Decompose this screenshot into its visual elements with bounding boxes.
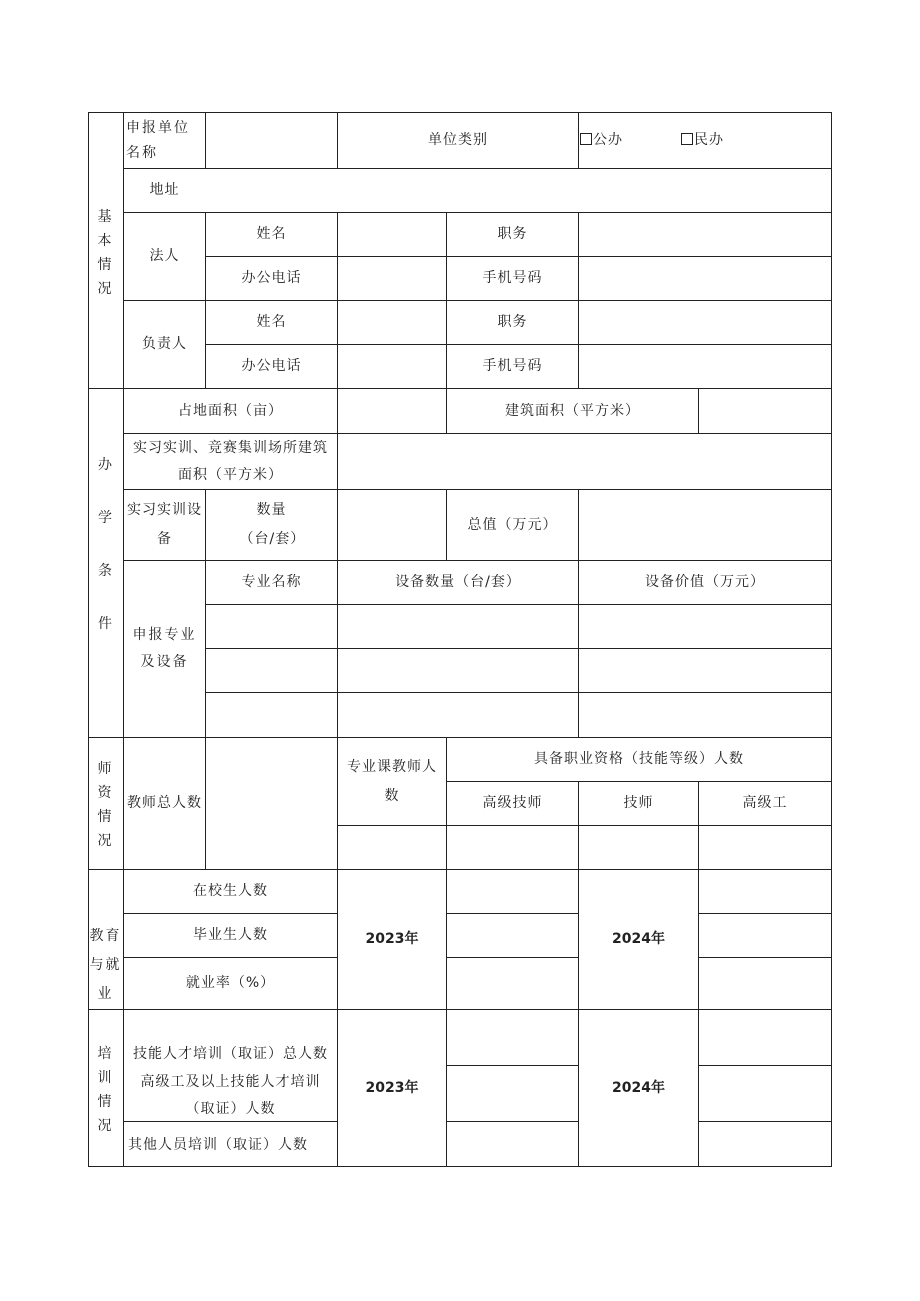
legal-mobile-field[interactable]	[579, 257, 831, 300]
senior-worker-field[interactable]	[699, 826, 831, 869]
option-private[interactable]: 民办	[681, 127, 724, 154]
education-year-2024: 2024年	[612, 931, 665, 947]
training-total-2024-field[interactable]	[699, 1010, 831, 1065]
total-value-field[interactable]	[579, 490, 831, 560]
legal-position-field[interactable]	[579, 213, 831, 256]
charge-name-label: 姓名	[256, 314, 287, 330]
legal-position-label: 职务	[497, 226, 528, 242]
training-total-label: 技能人才培训（取证）总人数	[133, 1045, 328, 1062]
grid-line	[831, 112, 832, 1167]
address-label: 地址	[149, 182, 180, 198]
training-equipment-label: 实习实训设备	[127, 502, 202, 547]
teacher-total-label: 教师总人数	[127, 795, 202, 811]
graduates-label: 毕业生人数	[193, 927, 268, 943]
section-education-label: 教育与就业	[89, 927, 122, 1002]
major-equipment-label: 申报专业及设备	[132, 627, 197, 670]
graduates-2023-field[interactable]	[447, 914, 578, 957]
technician-field[interactable]	[579, 826, 698, 869]
section-training-label: 培训情况	[97, 1046, 114, 1134]
legal-person-label: 法人	[149, 248, 180, 264]
building-area-field[interactable]	[699, 389, 831, 433]
professional-teacher-field[interactable]	[338, 826, 446, 869]
training-other-label: 其他人员培训（取证）人数	[128, 1136, 308, 1153]
technician-header: 技师	[623, 795, 654, 811]
section-teachers-label: 师资情况	[97, 761, 114, 849]
unit-name-label: 申报单位名称	[126, 119, 190, 161]
training-year-2023: 2023年	[365, 1079, 419, 1096]
training-site-area-field[interactable]	[338, 434, 831, 489]
training-senior-2023-field[interactable]	[447, 1066, 578, 1121]
total-value-label: 总值（万元）	[467, 516, 558, 533]
legal-name-field[interactable]	[338, 213, 446, 256]
address-field[interactable]	[206, 169, 831, 212]
training-year-2024: 2024年	[612, 1079, 665, 1096]
charge-mobile-field[interactable]	[579, 345, 831, 388]
employment-rate-2023-field[interactable]	[447, 958, 578, 1009]
equipment-qty-header: 设备数量（台/套）	[395, 574, 521, 590]
training-site-area-label: 实习实训、竞赛集训场所建筑面积（平方米）	[133, 439, 328, 483]
quantity-field[interactable]	[338, 490, 446, 560]
equipment-value-header: 设备价值（万元）	[645, 574, 765, 590]
enrolled-label: 在校生人数	[193, 883, 268, 899]
major-row-2[interactable]	[206, 649, 831, 692]
grid-line	[578, 112, 579, 169]
professional-teacher-label: 专业课教师人数	[347, 758, 437, 804]
enrolled-2023-field[interactable]	[447, 870, 578, 913]
land-area-field[interactable]	[338, 389, 446, 433]
major-row-3[interactable]	[206, 693, 831, 737]
senior-technician-header: 高级技师	[482, 795, 543, 811]
land-area-label: 占地面积（亩）	[178, 402, 283, 419]
training-total-2023-field[interactable]	[447, 1010, 578, 1065]
checkbox-icon	[681, 133, 693, 145]
legal-office-phone-label: 办公电话	[241, 270, 302, 286]
training-other-2023-field[interactable]	[447, 1122, 578, 1166]
graduates-2024-field[interactable]	[699, 914, 831, 957]
training-senior-2024-field[interactable]	[699, 1066, 831, 1121]
charge-position-field[interactable]	[579, 301, 831, 344]
employment-rate-2024-field[interactable]	[699, 958, 831, 1009]
unit-name-field[interactable]	[206, 113, 337, 168]
section-conditions-label: 办学条件	[98, 457, 113, 632]
qualification-header: 具备职业资格（技能等级）人数	[534, 751, 744, 767]
legal-mobile-label: 手机号码	[482, 270, 543, 286]
building-area-label: 建筑面积（平方米）	[505, 402, 640, 419]
charge-mobile-label: 手机号码	[482, 358, 543, 374]
senior-worker-header: 高级工	[742, 795, 788, 811]
employment-rate-label: 就业率（%）	[185, 975, 276, 991]
grid-line	[88, 1166, 832, 1167]
teacher-total-field[interactable]	[206, 738, 337, 869]
unit-type-options	[580, 113, 830, 168]
charge-position-label: 职务	[497, 314, 528, 330]
person-in-charge-label: 负责人	[142, 336, 187, 352]
charge-name-field[interactable]	[338, 301, 446, 344]
enrolled-2024-field[interactable]	[699, 870, 831, 913]
charge-office-phone-field[interactable]	[338, 345, 446, 388]
education-year-2023: 2023年	[365, 931, 419, 947]
section-basic-label	[88, 209, 123, 297]
training-senior-label: 高级工及以上技能人才培训（取证）人数	[140, 1074, 321, 1117]
legal-office-phone-field[interactable]	[338, 257, 446, 300]
training-other-2024-field[interactable]	[699, 1122, 831, 1166]
senior-technician-field[interactable]	[447, 826, 578, 869]
charge-office-phone-label: 办公电话	[241, 358, 302, 374]
quantity-label: 数量（台/套）	[239, 502, 306, 547]
checkbox-icon	[580, 133, 592, 145]
unit-type-label: 单位类别	[428, 132, 488, 148]
major-row-1[interactable]	[206, 605, 831, 648]
section-basic-text: 基本情况	[97, 209, 114, 297]
legal-name-label: 姓名	[256, 226, 287, 242]
option-public[interactable]: 公办	[580, 127, 623, 154]
major-name-header: 专业名称	[241, 574, 302, 590]
